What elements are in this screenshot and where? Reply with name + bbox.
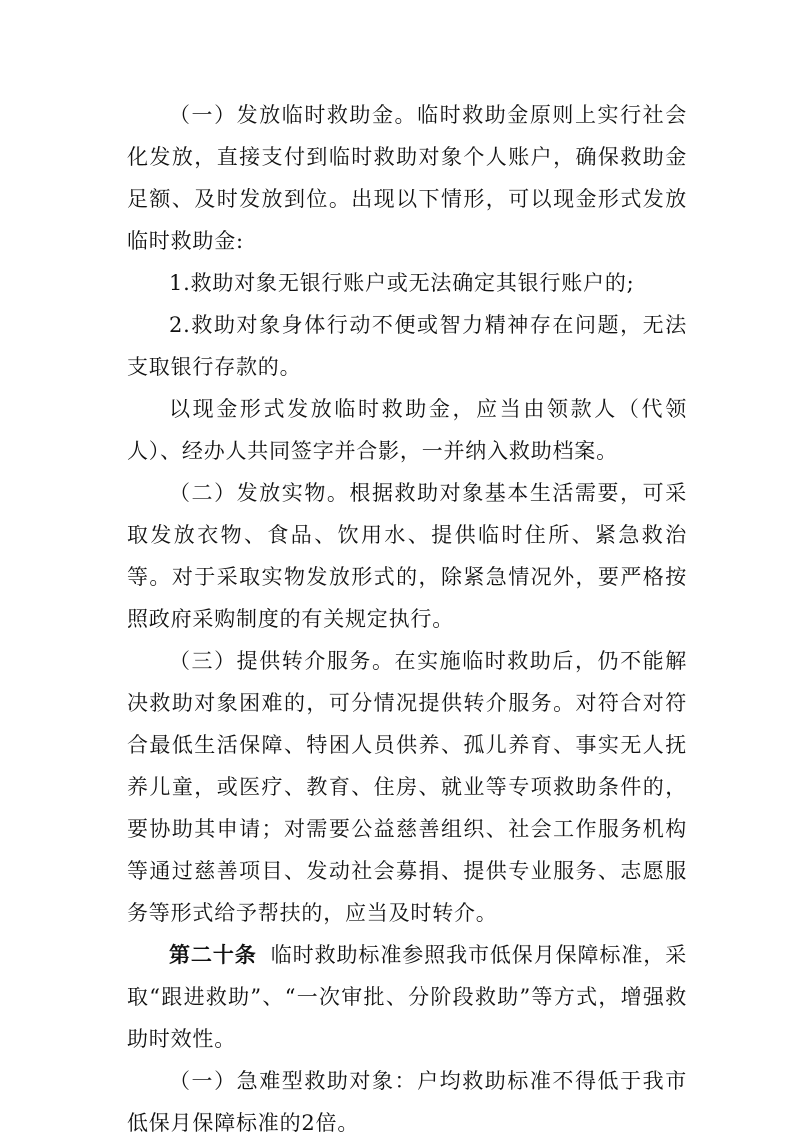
paragraph-emergency-standard: （一）急难型救助对象：户均救助标准不得低于我市低保月保障标准的2倍。 [127, 1069, 687, 1135]
document-body [127, 94, 687, 1144]
paragraph-cash-signature: 以现金形式发放临时救助金，应当由领款人（代领人）、经办人共同签字并合影，一并纳入救助档案。 [127, 397, 687, 463]
article-text: 临时救助标准参照我市低保月保障标准，采取“跟进救助”、“一次审批、分阶段救助”等方式，增强救助时效性。 [127, 943, 687, 1051]
paragraph-in-kind-aid: （二）发放实物。根据救助对象基本生活需要，可采取发放衣物、食品、饮用水、提供临时住所、紧急救治等。对于采取实物发放形式的，除紧急情况外，要严格按照政府采购制度的有关规定执行。 [127, 481, 687, 631]
article-heading: 第二十条 [169, 942, 257, 967]
list-item-mobility-issue: 2.救助对象身体行动不便或智力精神存在问题，无法支取银行存款的。 [127, 313, 687, 379]
list-item-no-bank-account: 1.救助对象无银行账户或无法确定其银行账户的; [169, 271, 635, 295]
paragraph-article-20 [127, 934, 687, 1060]
paragraph-cash-aid: （一）发放临时救助金。临时救助金原则上实行社会化发放，直接支付到临时救助对象个人账户，确保救助金足额、及时发放到位。出现以下情形，可以现金形式发放临时救助金: [127, 103, 687, 253]
paragraph-referral-service: （三）提供转介服务。在实施临时救助后，仍不能解决救助对象困难的，可分情况提供转介服务。对符合对符合最低生活保障、特困人员供养、孤儿养育、事实无人抚养儿童，或医疗、教育、住房、就业等专项救助条件的，要协助其申请；对需要公益慈善组织、社会工作服务机构等通过慈善项目、发动社会募捐、提供专业服务、志愿服务等形式给予帮扶的，应当及时转介。 [127, 649, 687, 925]
